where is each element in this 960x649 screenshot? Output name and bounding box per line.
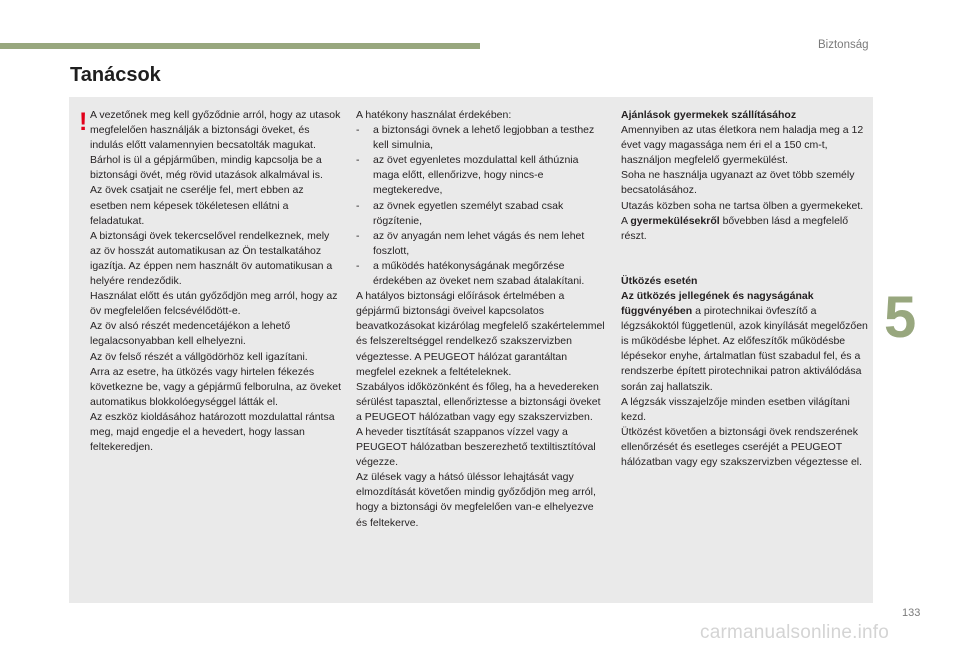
- header-accent-bar: [0, 43, 480, 49]
- children-heading: Ajánlások gyermekek szállításához: [621, 109, 797, 121]
- paragraph: Az eszköz kioldásához határozott mozdulattal rántsa meg, majd engedje el a hevedert, hogy lassan feltekeredjen.: [90, 410, 335, 454]
- column-general-advice: [90, 108, 342, 455]
- crash-bold-lead: Az ütközés jellegének és nagyságának függvényében: [621, 289, 814, 318]
- paragraph: Bárhol is ül a gépjárműben, mindig kapcsolja be a biztonsági övét, még rövid utazások alkalmával is.: [90, 154, 323, 182]
- paragraph: Szabályos időközönként és főleg, ha a hevedereken sérülést tapasztal, ellenőriztesse a biztonsági öveket a PEUGEOT hálózatban vagy egy szakszervizben.: [356, 380, 601, 423]
- paragraph: A heveder tisztítását szappanos vízzel vagy a PEUGEOT hálózatban beszerezhető textiltisztítóval végezze.: [356, 425, 596, 469]
- list-item: - a működés hatékonyságának megőrzése érdekében az öveket nem szabad átalakítani.: [356, 259, 606, 289]
- paragraph: Ütközést követően a biztonsági övek rendszerének ellenőrzését és esetleges cseréjét a PEUGEOT hálózatban vagy egy szakszervizben végeztesse el.: [621, 425, 863, 468]
- list-item: - az övnek egyetlen személyt szabad csak rögzítenie,: [356, 199, 606, 229]
- paragraph: Használat előtt és után győződjön meg arról, hogy az öv megfelelően felcsévélődött-e.: [90, 290, 338, 318]
- spacer: [621, 244, 873, 274]
- column-effective-use: [356, 108, 606, 531]
- paragraph: A biztonsági övek tekercselővel rendelkeznek, mely az öv hosszát automatikusan az Ön testalkatához igazítja. Az éppen nem használt öv automatikusan a helyére rendeződik.: [90, 229, 333, 288]
- paragraph: Az öv alsó részét medencetájékon a lehető legalacsonyabban kell elhelyezni.: [90, 320, 291, 348]
- paragraph: Az öv felső részét a vállgödörhöz kell igazítani.: [90, 350, 308, 363]
- ref-bold: gyermekülésekről: [630, 214, 720, 227]
- crash-heading: Ütközés esetén: [621, 274, 698, 287]
- paragraph: Amennyiben az utas életkora nem haladja meg a 12 évet vagy magassága nem éri el a 150 cm-t, használjon megfelelő gyermekülést.: [621, 124, 864, 167]
- section-label: Biztonság: [818, 39, 869, 51]
- chapter-number: 5: [884, 285, 917, 350]
- paragraph: Soha ne használja ugyanazt az övet több személy becsatolásához.: [621, 169, 855, 197]
- list-item: - az övet egyenletes mozdulattal kell áthúznia maga előtt, ellenőrizve, hogy nincs-e megtekeredve,: [356, 153, 606, 198]
- ref-suffix: bővebben lásd a megfelelő részt.: [621, 214, 849, 242]
- list-item: - az öv anyagán nem lehet vágás és nem lehet foszlott,: [356, 229, 606, 259]
- paragraph: Az ülések vagy a hátsó üléssor lehajtását vagy elmozdítását követően mindig győződjön meg arról, hogy a biztonsági öv megfelelően van-e elhelyezve és feltekerve.: [356, 471, 596, 529]
- paragraph: A légzsák visszajelzője minden esetben világítani kezd.: [621, 395, 850, 423]
- watermark: carmanualsonline.info: [700, 622, 890, 643]
- chapter-tab: [884, 286, 938, 350]
- crash-paragraph: [621, 289, 873, 395]
- paragraph: Az övek csatjait ne cserélje fel, mert ebben az esetben nem képesek tökéletesen ellátni a feladatukat.: [90, 184, 304, 227]
- list-intro: A hatékony használat érdekében:: [356, 109, 512, 121]
- column-children-and-crash: [621, 108, 873, 470]
- page-number: 133: [902, 607, 921, 619]
- paragraph: A hatályos biztonsági előírások értelmében a gépjármű biztonsági öveivel kapcsolatos beavatkozásokat kizárólag megfelelő szakértelemmel és felszereltséggel rendelkező szakszervizben végeztesse. A PEUGEOT hálózat garantáltan megfelel ezeknek a feltételeknek.: [356, 290, 605, 378]
- page-title: Tanácsok: [70, 64, 161, 86]
- child-seat-reference: [621, 214, 873, 244]
- warning-exclamation-icon: !: [79, 108, 88, 136]
- paragraph: Arra az esetre, ha ütközés vagy hirtelen fékezés következne be, vagy a gépjármű felborulna, az öveket automatikus blokkolóegységgel látták el.: [90, 365, 341, 408]
- paragraph: Utazás közben soha ne tartsa ölben a gyermekeket.: [621, 199, 864, 212]
- ref-prefix: A: [621, 214, 631, 227]
- list-item: - a biztonsági övnek a lehető legjobban a testhez kell simulnia,: [356, 123, 606, 153]
- paragraph: A vezetőnek meg kell győződnie arról, hogy az utasok megfelelően használják a biztonsági öveket, és indulás előtt valamennyien becsatolták magukat.: [90, 109, 341, 152]
- crash-rest: a pirotechnikai övfeszítő a légzsákoktól függetlenül, azok kinyílását megelőzően is működésbe léphet. Az előfeszítők működésbe lépésekor enyhe, ártalmatlan füst szabadul fel, és a rendszerbe épített pirotechnikai patron aktiválódása során zaj hallatszik.: [621, 305, 868, 393]
